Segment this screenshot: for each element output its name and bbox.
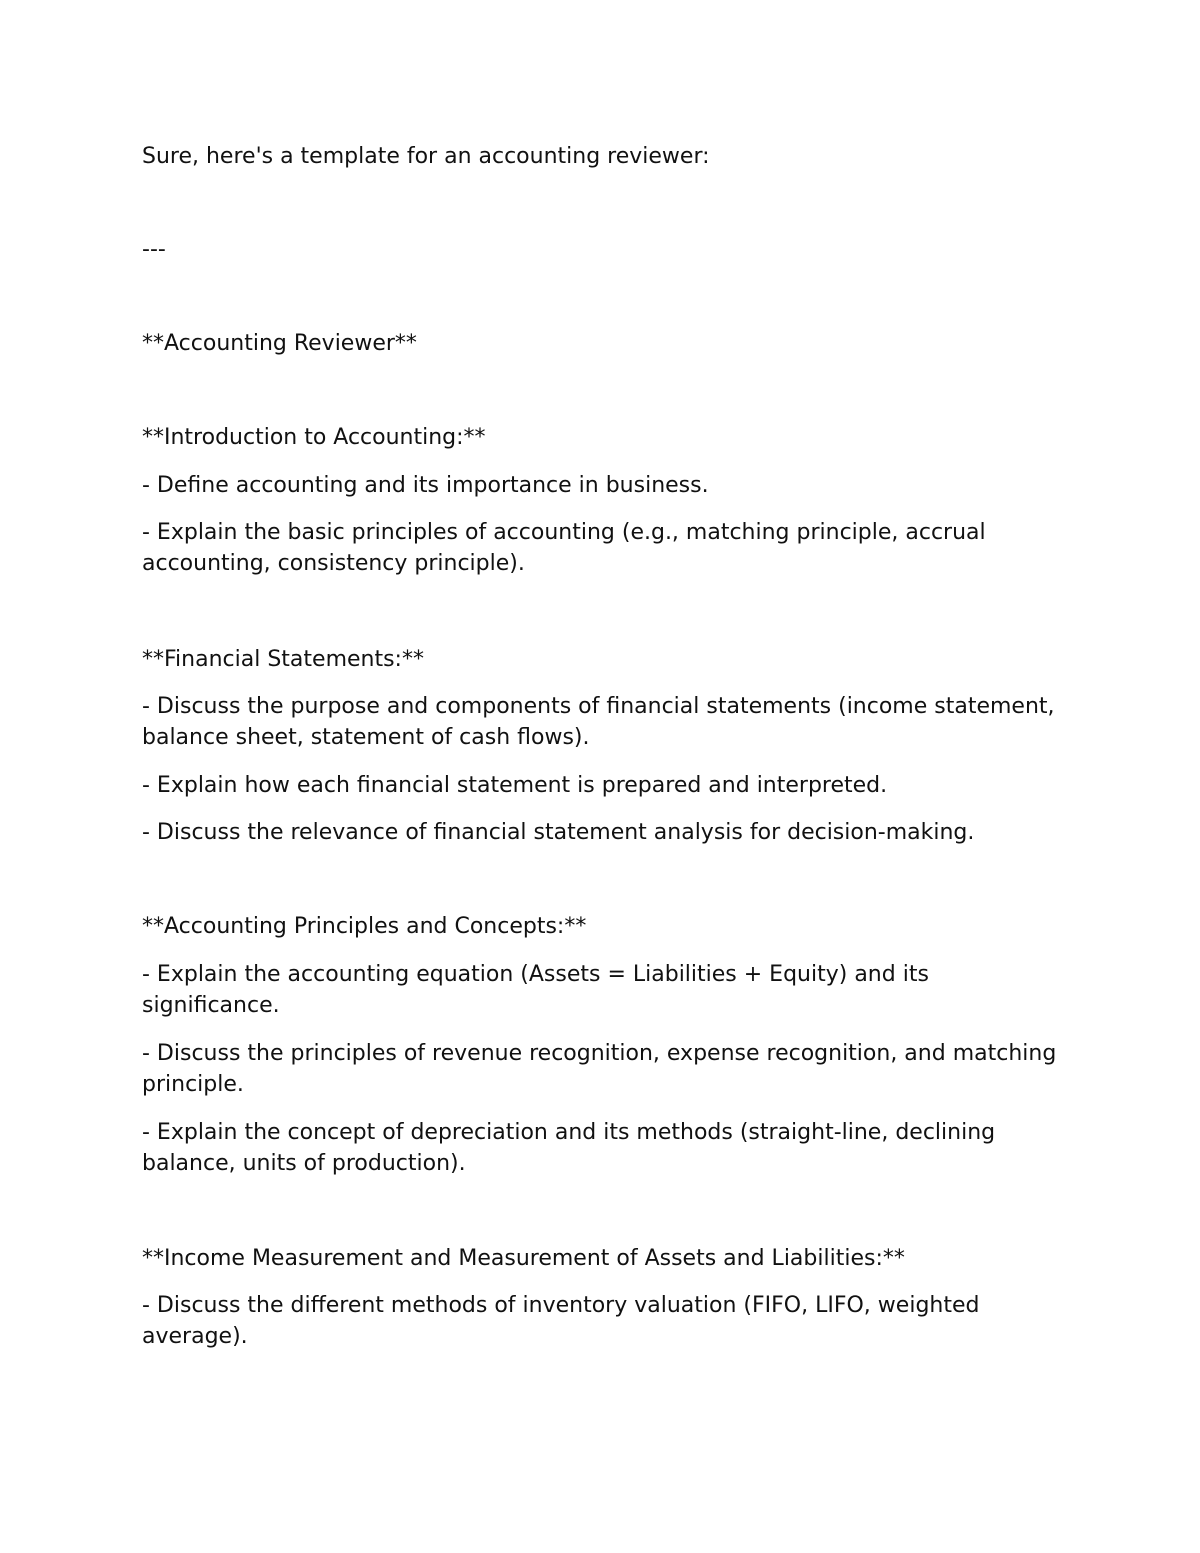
- list-item: - Explain the accounting equation (Assets = Liabilities + Equity) and its significance.: [142, 962, 936, 1018]
- list-item: - Define accounting and its importance in business.: [142, 473, 709, 498]
- list-item: - Explain how each financial statement is prepared and interpreted.: [142, 773, 888, 798]
- section-heading-accounting-principles: **Accounting Principles and Concepts:**: [142, 914, 587, 939]
- section-heading-financial-statements: **Financial Statements:**: [142, 647, 424, 672]
- list-item: - Discuss the principles of revenue recognition, expense recognition, and matching principle.: [142, 1041, 1064, 1097]
- list-item: - Explain the concept of depreciation and its methods (straight-line, declining balance, units of production).: [142, 1120, 1003, 1176]
- section-heading-income-measurement: **Income Measurement and Measurement of Assets and Liabilities:**: [142, 1246, 905, 1271]
- separator: ---: [142, 237, 166, 262]
- list-item: - Explain the basic principles of accounting (e.g., matching principle, accrual accounting, consistency principle).: [142, 520, 993, 576]
- list-item: - Discuss the purpose and components of financial statements (income statement, balance sheet, statement of cash flows).: [142, 694, 1062, 750]
- document-title: **Accounting Reviewer**: [142, 331, 417, 356]
- list-item: - Discuss the different methods of inventory valuation (FIFO, LIFO, weighted average).: [142, 1293, 987, 1349]
- list-item: - Discuss the relevance of financial statement analysis for decision-making.: [142, 820, 975, 845]
- section-heading-introduction: **Introduction to Accounting:**: [142, 425, 486, 450]
- intro-text: Sure, here's a template for an accounting reviewer:: [142, 144, 710, 169]
